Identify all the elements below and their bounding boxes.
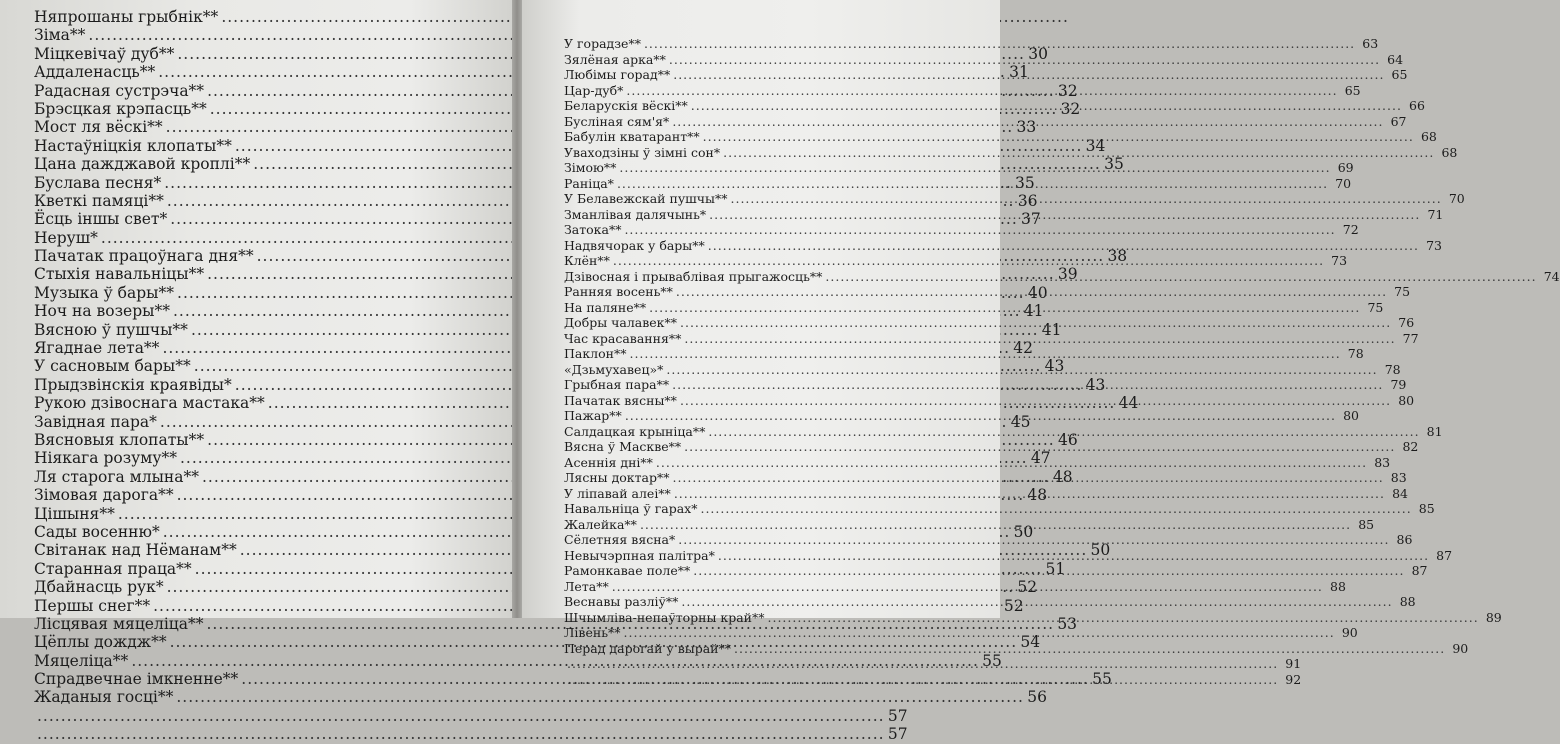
leader-dots xyxy=(684,439,1395,455)
toc-entry-title: «Дзьмухавец»* xyxy=(564,361,664,377)
toc-entry xyxy=(564,625,1358,641)
toc-entry-page: 78 xyxy=(1384,361,1401,377)
toc-entry-title: Зіма** xyxy=(34,26,86,45)
leader-dots xyxy=(723,145,1434,161)
toc-entry-page: 67 xyxy=(1390,113,1407,129)
toc-entry-title: Лівень** xyxy=(564,625,621,640)
toc-entry-page: 85 xyxy=(1418,501,1435,516)
leader-dots xyxy=(768,610,1479,626)
toc-entry-title: Ля старога млына** xyxy=(34,467,199,486)
toc-entry-title: Сады восенню* xyxy=(34,522,160,541)
toc-entry-page: 48 xyxy=(1052,467,1073,486)
toc-entry xyxy=(34,670,1112,689)
toc-entry-page: 56 xyxy=(1027,688,1047,707)
toc-entry xyxy=(34,651,1002,670)
leader-dots xyxy=(37,725,885,743)
leader-dots xyxy=(672,377,1383,393)
toc-entry xyxy=(564,129,1437,145)
leader-dots xyxy=(708,424,1419,440)
toc-entry-title: Прыдзвінскія краявіды* xyxy=(34,375,232,394)
leader-dots xyxy=(708,238,1419,254)
toc-entry-title: У сасновым бары** xyxy=(34,357,191,376)
toc-entry-page: 72 xyxy=(1342,222,1359,237)
toc-entry-title: Пажар** xyxy=(564,408,622,423)
toc-entry-page: 83 xyxy=(1374,454,1391,470)
leader-dots xyxy=(674,486,1385,505)
toc-entry-page: 47 xyxy=(1030,449,1051,468)
toc-entry-title: Цар-дуб* xyxy=(564,82,624,98)
toc-entry-title: Неруш* xyxy=(34,228,98,247)
toc-entry-title: Навальніца ў гарах* xyxy=(564,501,698,516)
toc-entry-page: 85 xyxy=(1358,516,1375,532)
leader-dots xyxy=(672,467,1383,486)
toc-entry-page: 66 xyxy=(1409,98,1425,113)
toc-entry-page: 34 xyxy=(1085,136,1106,155)
toc-entry-page: 52 xyxy=(1017,578,1038,597)
toc-entry-title: Кветкі памяці** xyxy=(34,191,164,210)
toc-entry-page: 38 xyxy=(1107,247,1128,266)
toc-entry-page: 50 xyxy=(1013,522,1034,541)
toc-entry-title: Раніца* xyxy=(564,175,614,191)
toc-entry-page: 51 xyxy=(1045,559,1066,578)
toc-entry xyxy=(34,229,490,247)
leader-dots xyxy=(684,331,1395,347)
toc-entry-page: 87 xyxy=(1411,563,1428,578)
toc-entry-title: Зімою** xyxy=(564,160,617,175)
toc-entry-page: 83 xyxy=(1390,470,1407,485)
toc-entry-title: Жалейка** xyxy=(564,516,637,532)
toc-entry-page: 89 xyxy=(1485,609,1502,625)
toc-entry-page: 32 xyxy=(1060,99,1081,118)
leader-dots xyxy=(640,517,1351,533)
toc-entry xyxy=(34,688,1047,707)
toc-entry-page: 31 xyxy=(1009,63,1029,82)
toc-entry-page: 78 xyxy=(1347,346,1364,361)
leader-dots xyxy=(656,455,1367,471)
leader-dots xyxy=(693,563,1404,579)
toc-trailing-row xyxy=(34,725,908,744)
leader-dots xyxy=(669,52,1380,68)
toc-entry-page: 73 xyxy=(1331,253,1348,268)
toc-entry-page: 43 xyxy=(1085,375,1106,394)
leader-dots xyxy=(37,707,885,725)
toc-entry-title: Беларускія вёскі** xyxy=(564,98,688,113)
toc-entry-title: Міцкевічаў дуб** xyxy=(34,44,175,63)
toc-entry-page: 30 xyxy=(1028,44,1048,63)
toc-entry-page: 70 xyxy=(1448,191,1465,206)
toc-entry-page: 50 xyxy=(1090,541,1111,560)
toc-entry-title: Невычэрпная палітра* xyxy=(564,547,715,563)
toc-entry-page: 42 xyxy=(1013,339,1033,358)
toc-entry-title: Лісцявая мяцеліца** xyxy=(34,614,204,633)
toc-entry-title: Першы снег** xyxy=(34,596,151,615)
toc-entry-page: 76 xyxy=(1398,315,1415,330)
leader-dots xyxy=(619,160,1330,176)
toc-entry-title: Добры чалавек** xyxy=(564,315,677,330)
toc-entry-title: Радасная сустрэча** xyxy=(34,81,205,100)
book-gutter xyxy=(512,0,522,618)
leader-dots xyxy=(567,672,1278,688)
toc-entry-title: Ранняя восень** xyxy=(564,284,673,299)
toc-entry-page: 71 xyxy=(1427,206,1444,222)
toc-entry-page: 54 xyxy=(1020,633,1041,652)
toc-entry xyxy=(564,532,1413,548)
toc-entry-title: Мяцеліца** xyxy=(34,651,129,670)
toc-entry xyxy=(34,26,490,44)
toc-entry-title: Вясновыя клопаты** xyxy=(34,430,205,449)
leader-dots xyxy=(673,67,1384,83)
toc-entry-title: Буслава песня* xyxy=(34,173,162,192)
toc-entry-page: 90 xyxy=(1341,625,1358,640)
leader-dots xyxy=(718,548,1429,564)
leader-dots xyxy=(676,284,1387,300)
toc-entry-title: Спрадвечнае імкненне** xyxy=(34,670,239,689)
leader-dots xyxy=(626,83,1337,99)
toc-entry xyxy=(564,330,1419,347)
toc-entry-title: Вясною ў пушчы** xyxy=(34,320,188,339)
toc-entry-title: Брэсцкая крэпасць** xyxy=(34,99,207,118)
toc-entry-title: Перад дарогай у вырай** xyxy=(564,640,732,656)
toc-entry-page: 36 xyxy=(1017,191,1038,210)
toc-entry-title: Пачатак вясны** xyxy=(564,392,677,408)
toc-entry-page: 63 xyxy=(1362,36,1379,51)
toc-entry-title: Настаўніцкія клопаты** xyxy=(34,136,232,155)
toc-entry-title: Аддаленасць** xyxy=(34,63,156,82)
leader-dots xyxy=(649,300,1360,316)
toc-entry xyxy=(564,222,1359,238)
toc-entry-title: Світанак над Нёманам** xyxy=(34,541,237,560)
toc-entry-title: Дзівосная і прываблівая прыгажосць** xyxy=(564,268,823,284)
toc-entry-title: Цана дажджавой кроплі** xyxy=(34,155,251,174)
toc-entry-title: Асеннія дні** xyxy=(564,454,653,470)
toc-entry-title: Ноч на возеры** xyxy=(34,302,170,321)
toc-entry-title: У горадзе** xyxy=(564,36,641,51)
toc-trailing-page: 57 xyxy=(887,725,908,744)
toc-entry-page: 77 xyxy=(1402,330,1419,346)
toc-entry-page: 88 xyxy=(1330,578,1346,594)
toc-entry-title: Грыбная пара** xyxy=(564,377,670,392)
toc-entry-page: 80 xyxy=(1398,392,1415,408)
leader-dots xyxy=(612,579,1323,595)
toc-entry-title: Стыхія навальніцы** xyxy=(34,265,205,284)
toc-entry-page: 32 xyxy=(1057,81,1078,100)
toc-entry-title: Дбайнасць рук* xyxy=(34,578,164,597)
toc-entry-page: 41 xyxy=(1023,302,1044,321)
toc-entry-page: 35 xyxy=(1104,155,1124,174)
toc-entry-title: Паклон** xyxy=(564,346,627,361)
toc-entry-page: 39 xyxy=(1057,265,1078,284)
toc-entry-title: Сёлетняя вясна* xyxy=(564,532,676,547)
toc-entry-title: Рамонкавае поле** xyxy=(564,563,691,578)
leader-dots xyxy=(666,362,1377,378)
leader-dots xyxy=(617,173,1328,192)
leader-dots xyxy=(629,346,1340,362)
leader-dots xyxy=(734,641,1445,657)
toc-entry-title: Мост ля вёскі** xyxy=(34,118,163,137)
toc-entry-title: Старанная праца** xyxy=(34,559,192,578)
leader-dots xyxy=(680,393,1391,409)
toc-entry-page: 74 xyxy=(1543,268,1560,284)
toc-entry-title: Цёплы дождж** xyxy=(34,633,167,652)
toc-entry-page: 88 xyxy=(1399,594,1416,609)
toc-entry-page: 68 xyxy=(1420,129,1437,144)
toc-entry-page: 84 xyxy=(1392,485,1409,501)
toc-entry-page: 55 xyxy=(982,651,1002,670)
toc-entry-title: Рукою дзівоснага мастака** xyxy=(34,394,265,413)
leader-dots xyxy=(703,129,1414,145)
toc-entry-title: Зманлівая далячынь* xyxy=(564,206,707,222)
toc-entry-title: Час красавання** xyxy=(564,330,682,346)
toc-entry-page: 43 xyxy=(1044,357,1065,376)
toc-entry-page: 82 xyxy=(1402,439,1419,454)
toc-entry-page: 44 xyxy=(1118,394,1139,413)
toc-entry xyxy=(564,501,1435,517)
leader-dots xyxy=(672,114,1383,130)
leader-dots xyxy=(680,315,1391,331)
toc-entry xyxy=(564,36,1379,52)
toc-trailing-page: 92 xyxy=(1285,671,1302,687)
toc-entry-title: Надвячорак у бары** xyxy=(564,237,705,253)
leader-dots xyxy=(709,207,1420,223)
toc-entry xyxy=(564,237,1442,254)
leader-dots xyxy=(176,688,1024,706)
toc-entry-page: 81 xyxy=(1426,423,1443,439)
toc-entry-page: 87 xyxy=(1436,547,1453,563)
toc-entry-page: 68 xyxy=(1441,144,1458,160)
toc-entry-page: 55 xyxy=(1092,670,1112,689)
toc-entry xyxy=(34,505,490,523)
toc-entry-page: 41 xyxy=(1041,320,1062,339)
leader-dots xyxy=(691,98,1402,114)
toc-entry-title: На паляне** xyxy=(564,299,647,315)
leader-dots xyxy=(678,532,1389,548)
toc-entry-title: Вясна ў Маскве** xyxy=(564,439,682,454)
toc-entry-title: Затока** xyxy=(564,222,622,237)
toc-entry-page: 40 xyxy=(1027,283,1048,302)
leader-dots xyxy=(624,222,1335,238)
toc-entry-title: Лясны доктар** xyxy=(564,470,670,485)
leader-dots xyxy=(644,36,1355,52)
toc-entry-title: Ніякага розуму** xyxy=(34,449,177,468)
leader-dots xyxy=(567,656,1278,672)
toc-entry-page: 65 xyxy=(1391,67,1408,82)
toc-entry-title: Зімовая дарога** xyxy=(34,486,174,505)
toc-entry-title: Музыка ў бары** xyxy=(34,283,175,302)
toc-entry-title: Ёсць іншы свет* xyxy=(34,210,168,229)
toc-entry-title: Любімы горад** xyxy=(564,67,671,82)
toc-entry-page: 75 xyxy=(1394,284,1411,299)
toc-entry-page: 73 xyxy=(1426,237,1442,253)
toc-entry-title: Ягаднае лета** xyxy=(34,339,160,358)
toc-trailing-row xyxy=(34,706,908,725)
toc-entry xyxy=(34,8,490,26)
toc-entry-title: Завідная пара* xyxy=(34,412,157,431)
toc-entry-page: 46 xyxy=(1057,430,1078,449)
toc-entry-page: 69 xyxy=(1337,160,1354,175)
toc-entry-page: 35 xyxy=(1015,173,1035,192)
toc-entry-title: У Белавежскай пушчы** xyxy=(564,191,728,206)
leader-dots xyxy=(681,594,1392,610)
toc-entry-title: Няпрошаны грыбнік** xyxy=(34,8,219,26)
toc-entry-title: Лета** xyxy=(564,578,609,594)
toc-entry-page: 52 xyxy=(1003,596,1024,615)
toc-entry-page: 64 xyxy=(1387,51,1404,67)
toc-entry-title: Шчымліва-непаўторны край** xyxy=(564,609,765,625)
leader-dots xyxy=(625,408,1336,424)
toc-entry-page: 70 xyxy=(1335,175,1352,191)
toc-entry-page: 48 xyxy=(1027,486,1048,505)
toc-entry-title: Салдацкая крыніца** xyxy=(564,423,706,439)
toc-entry-page: 65 xyxy=(1344,82,1361,98)
toc-entry-title: Веснавы разліў** xyxy=(564,594,679,609)
leader-dots xyxy=(825,269,1536,285)
toc-entry-title: Уваходзіны ў зімні сон* xyxy=(564,144,721,160)
toc-trailing-page: 57 xyxy=(887,706,908,725)
toc-entry-title: Зялёная арка** xyxy=(564,51,666,67)
toc-entry-page: 53 xyxy=(1057,614,1078,633)
leader-dots xyxy=(613,253,1324,269)
toc-entry-page: 45 xyxy=(1010,412,1031,431)
leader-dots xyxy=(624,625,1335,641)
toc-entry-page: 90 xyxy=(1452,640,1469,656)
toc-entry-title: Жаданыя госці** xyxy=(34,688,174,707)
toc-trailing-page: 91 xyxy=(1285,656,1302,671)
toc-entry-title: Пачатак працоўнага дня** xyxy=(34,247,254,266)
toc-entry-title: Бусліная сям'я* xyxy=(564,113,670,129)
leader-dots xyxy=(700,501,1411,517)
leader-dots xyxy=(731,191,1442,207)
toc-entry-title: Клён** xyxy=(564,253,610,268)
toc-entry-page: 75 xyxy=(1367,299,1384,315)
toc-entry-title: Цішыня** xyxy=(34,504,115,523)
toc-entry-title: У ліпавай алеі** xyxy=(564,485,671,501)
toc-entry-title: Бабулін кватарант** xyxy=(564,129,700,144)
toc-entry-page: 86 xyxy=(1396,532,1413,547)
toc-entry-page: 79 xyxy=(1390,377,1407,392)
toc-entry-page: 80 xyxy=(1343,408,1360,423)
toc-entry-page: 33 xyxy=(1016,118,1037,137)
toc-entry-page: 37 xyxy=(1021,210,1041,229)
